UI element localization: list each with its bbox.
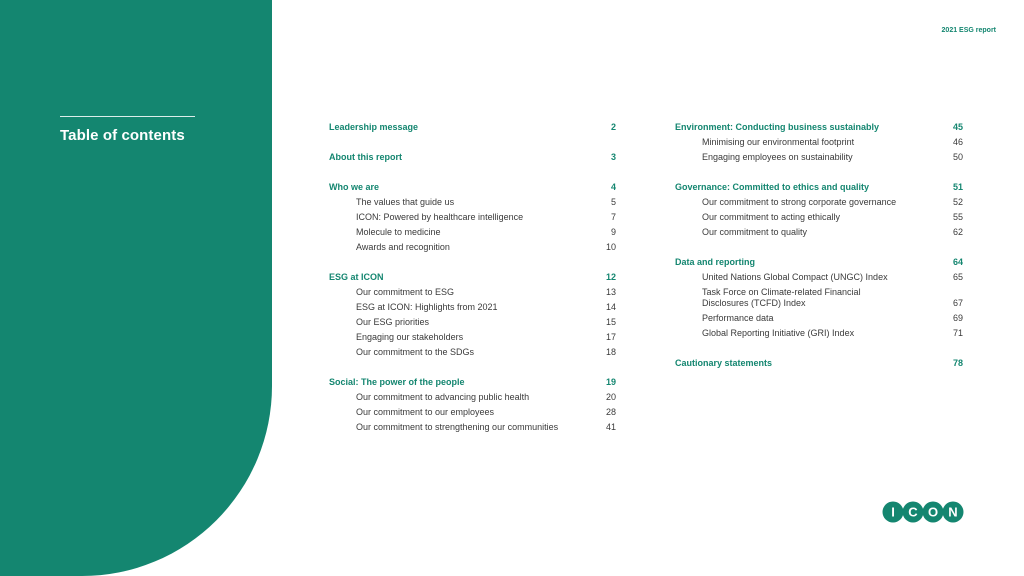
logo-letter: O bbox=[927, 504, 939, 520]
toc-section-heading-page-number: 3 bbox=[610, 152, 616, 162]
toc-entry-page-number: 9 bbox=[610, 227, 616, 237]
toc-section bbox=[329, 373, 616, 437]
report-label: 2021 ESG report bbox=[941, 27, 996, 34]
toc-entry-title: Our commitment to the SDGs bbox=[356, 347, 475, 357]
toc-entry[interactable] bbox=[329, 407, 616, 422]
toc-section bbox=[675, 118, 963, 167]
toc-section-heading-title: Governance: Committed to ethics and quality bbox=[675, 182, 870, 192]
toc-entry-title: Engaging our stakeholders bbox=[356, 332, 464, 342]
toc-entry-page-number: 20 bbox=[605, 392, 616, 402]
toc-section-heading-page-number: 45 bbox=[952, 122, 963, 132]
toc-section-heading-title: About this report bbox=[329, 152, 402, 162]
toc-section-heading[interactable] bbox=[329, 118, 616, 137]
toc-entry[interactable] bbox=[329, 422, 616, 437]
toc-entry-title: Our commitment to advancing public health bbox=[356, 392, 530, 402]
toc-entry-title: Our commitment to strong corporate governance bbox=[702, 197, 897, 207]
toc-entry[interactable] bbox=[675, 212, 963, 227]
toc-column-right bbox=[675, 118, 963, 373]
toc-entry-page-number: 46 bbox=[952, 137, 963, 147]
toc-section-heading-title: Leadership message bbox=[329, 122, 419, 132]
toc-section-heading-page-number: 2 bbox=[610, 122, 616, 132]
toc-entry-page-number: 65 bbox=[952, 272, 963, 282]
page-title: Table of contents bbox=[60, 127, 185, 144]
toc-entry-title: The values that guide us bbox=[356, 197, 455, 207]
logo-letter: C bbox=[908, 504, 918, 520]
toc-entry-title: Engaging employees on sustainability bbox=[702, 152, 853, 162]
toc-entry-page-number: 14 bbox=[605, 302, 616, 312]
toc-entry-title: Our commitment to acting ethically bbox=[702, 212, 841, 222]
toc-entry-title: Our commitment to strengthening our communities bbox=[356, 422, 559, 432]
toc-section-heading-title: ESG at ICON bbox=[329, 272, 384, 282]
toc-entry[interactable] bbox=[675, 227, 963, 242]
toc-section-heading[interactable] bbox=[329, 268, 616, 287]
toc-section-heading-page-number: 51 bbox=[952, 182, 963, 192]
toc-entry[interactable] bbox=[329, 242, 616, 257]
toc-section-heading[interactable] bbox=[329, 373, 616, 392]
icon-logo bbox=[882, 501, 964, 523]
toc-entry-title: ICON: Powered by healthcare intelligence bbox=[356, 212, 524, 222]
toc-spacer bbox=[329, 362, 616, 373]
toc-entry[interactable] bbox=[675, 197, 963, 212]
sidebar-panel bbox=[0, 0, 272, 576]
toc-entry-title: Awards and recognition bbox=[356, 242, 450, 252]
toc-entry-title: Our commitment to quality bbox=[702, 227, 808, 237]
toc-entry-title: United Nations Global Compact (UNGC) Index bbox=[702, 272, 888, 282]
toc-entry[interactable] bbox=[329, 347, 616, 362]
sidebar-divider bbox=[60, 116, 195, 117]
toc-entry[interactable] bbox=[675, 287, 963, 313]
toc-entry[interactable] bbox=[329, 332, 616, 347]
toc-section bbox=[329, 268, 616, 362]
toc-section-heading[interactable] bbox=[675, 118, 963, 137]
toc-spacer bbox=[329, 167, 616, 178]
toc-entry[interactable] bbox=[329, 227, 616, 242]
toc-entry-page-number: 69 bbox=[952, 313, 963, 323]
toc-section bbox=[675, 354, 963, 373]
toc-section bbox=[329, 178, 616, 257]
toc-spacer bbox=[675, 167, 963, 178]
toc-section-heading-title: Cautionary statements bbox=[675, 358, 773, 368]
toc-section bbox=[329, 148, 616, 167]
toc-section-heading-page-number: 19 bbox=[605, 377, 616, 387]
toc-section-heading-title: Social: The power of the people bbox=[329, 377, 465, 387]
toc-entry[interactable] bbox=[329, 392, 616, 407]
toc-entry-page-number: 52 bbox=[952, 197, 963, 207]
toc-entry[interactable] bbox=[675, 328, 963, 343]
toc-section-heading-title: Who we are bbox=[329, 182, 380, 192]
toc-entry-page-number: 55 bbox=[952, 212, 963, 222]
toc-section-heading[interactable] bbox=[329, 148, 616, 167]
toc-entry-page-number: 41 bbox=[605, 422, 616, 432]
toc-entry-page-number: 10 bbox=[605, 242, 616, 252]
toc-entry[interactable] bbox=[675, 272, 963, 287]
toc-entry-title: Minimising our environmental footprint bbox=[702, 137, 855, 147]
toc-entry-title: Our commitment to our employees bbox=[356, 407, 495, 417]
toc-entry-title: Task Force on Climate-related Financial Disclosures (TCFD) Index bbox=[702, 287, 861, 308]
toc-section-heading[interactable] bbox=[329, 178, 616, 197]
toc-entry-page-number: 18 bbox=[605, 347, 616, 357]
toc-section-heading-title: Data and reporting bbox=[675, 257, 756, 267]
toc-entry-page-number: 50 bbox=[952, 152, 963, 162]
toc-entry[interactable] bbox=[329, 287, 616, 302]
toc-section-heading-page-number: 78 bbox=[952, 358, 963, 368]
toc-entry[interactable] bbox=[329, 317, 616, 332]
toc-entry-page-number: 13 bbox=[605, 287, 616, 297]
toc-section-heading-page-number: 4 bbox=[610, 182, 616, 192]
toc-section-heading-page-number: 64 bbox=[952, 257, 963, 267]
toc-entry-title: ESG at ICON: Highlights from 2021 bbox=[356, 302, 498, 312]
toc-entry-page-number: 15 bbox=[605, 317, 616, 327]
toc-section bbox=[329, 118, 616, 137]
toc-section-heading-title: Environment: Conducting business sustainably bbox=[675, 122, 880, 132]
toc-entry-page-number: 62 bbox=[952, 227, 963, 237]
toc-entry-page-number: 17 bbox=[605, 332, 616, 342]
toc-entry-title: Performance data bbox=[702, 313, 774, 323]
logo-letter: I bbox=[891, 504, 895, 520]
logo-letter: N bbox=[948, 504, 958, 520]
toc-section-heading[interactable] bbox=[675, 178, 963, 197]
toc-entry-page-number: 5 bbox=[610, 197, 616, 207]
toc-entry-title: Our ESG priorities bbox=[356, 317, 430, 327]
toc-entry[interactable] bbox=[675, 137, 963, 152]
toc-spacer bbox=[675, 343, 963, 354]
toc-entry[interactable] bbox=[675, 152, 963, 167]
toc-entry[interactable] bbox=[329, 302, 616, 317]
toc-entry[interactable] bbox=[675, 313, 963, 328]
toc-section bbox=[675, 253, 963, 343]
toc-entry-page-number: 7 bbox=[610, 212, 616, 222]
toc-entry-page-number: 71 bbox=[952, 328, 963, 338]
toc-spacer bbox=[329, 137, 616, 148]
toc-entry-page-number: 67 bbox=[952, 298, 963, 308]
toc-spacer bbox=[329, 257, 616, 268]
toc-entry-page-number: 28 bbox=[605, 407, 616, 417]
toc-column-left bbox=[329, 118, 616, 437]
toc-entry[interactable] bbox=[329, 212, 616, 227]
toc-spacer bbox=[675, 242, 963, 253]
toc-entry-title: Our commitment to ESG bbox=[356, 287, 455, 297]
toc-section-heading[interactable] bbox=[675, 354, 963, 373]
toc-section-heading-page-number: 12 bbox=[605, 272, 616, 282]
toc-section-heading[interactable] bbox=[675, 253, 963, 272]
toc-section bbox=[675, 178, 963, 242]
toc-entry-title: Molecule to medicine bbox=[356, 227, 441, 237]
toc-entry[interactable] bbox=[329, 197, 616, 212]
toc-entry-title: Global Reporting Initiative (GRI) Index bbox=[702, 328, 855, 338]
